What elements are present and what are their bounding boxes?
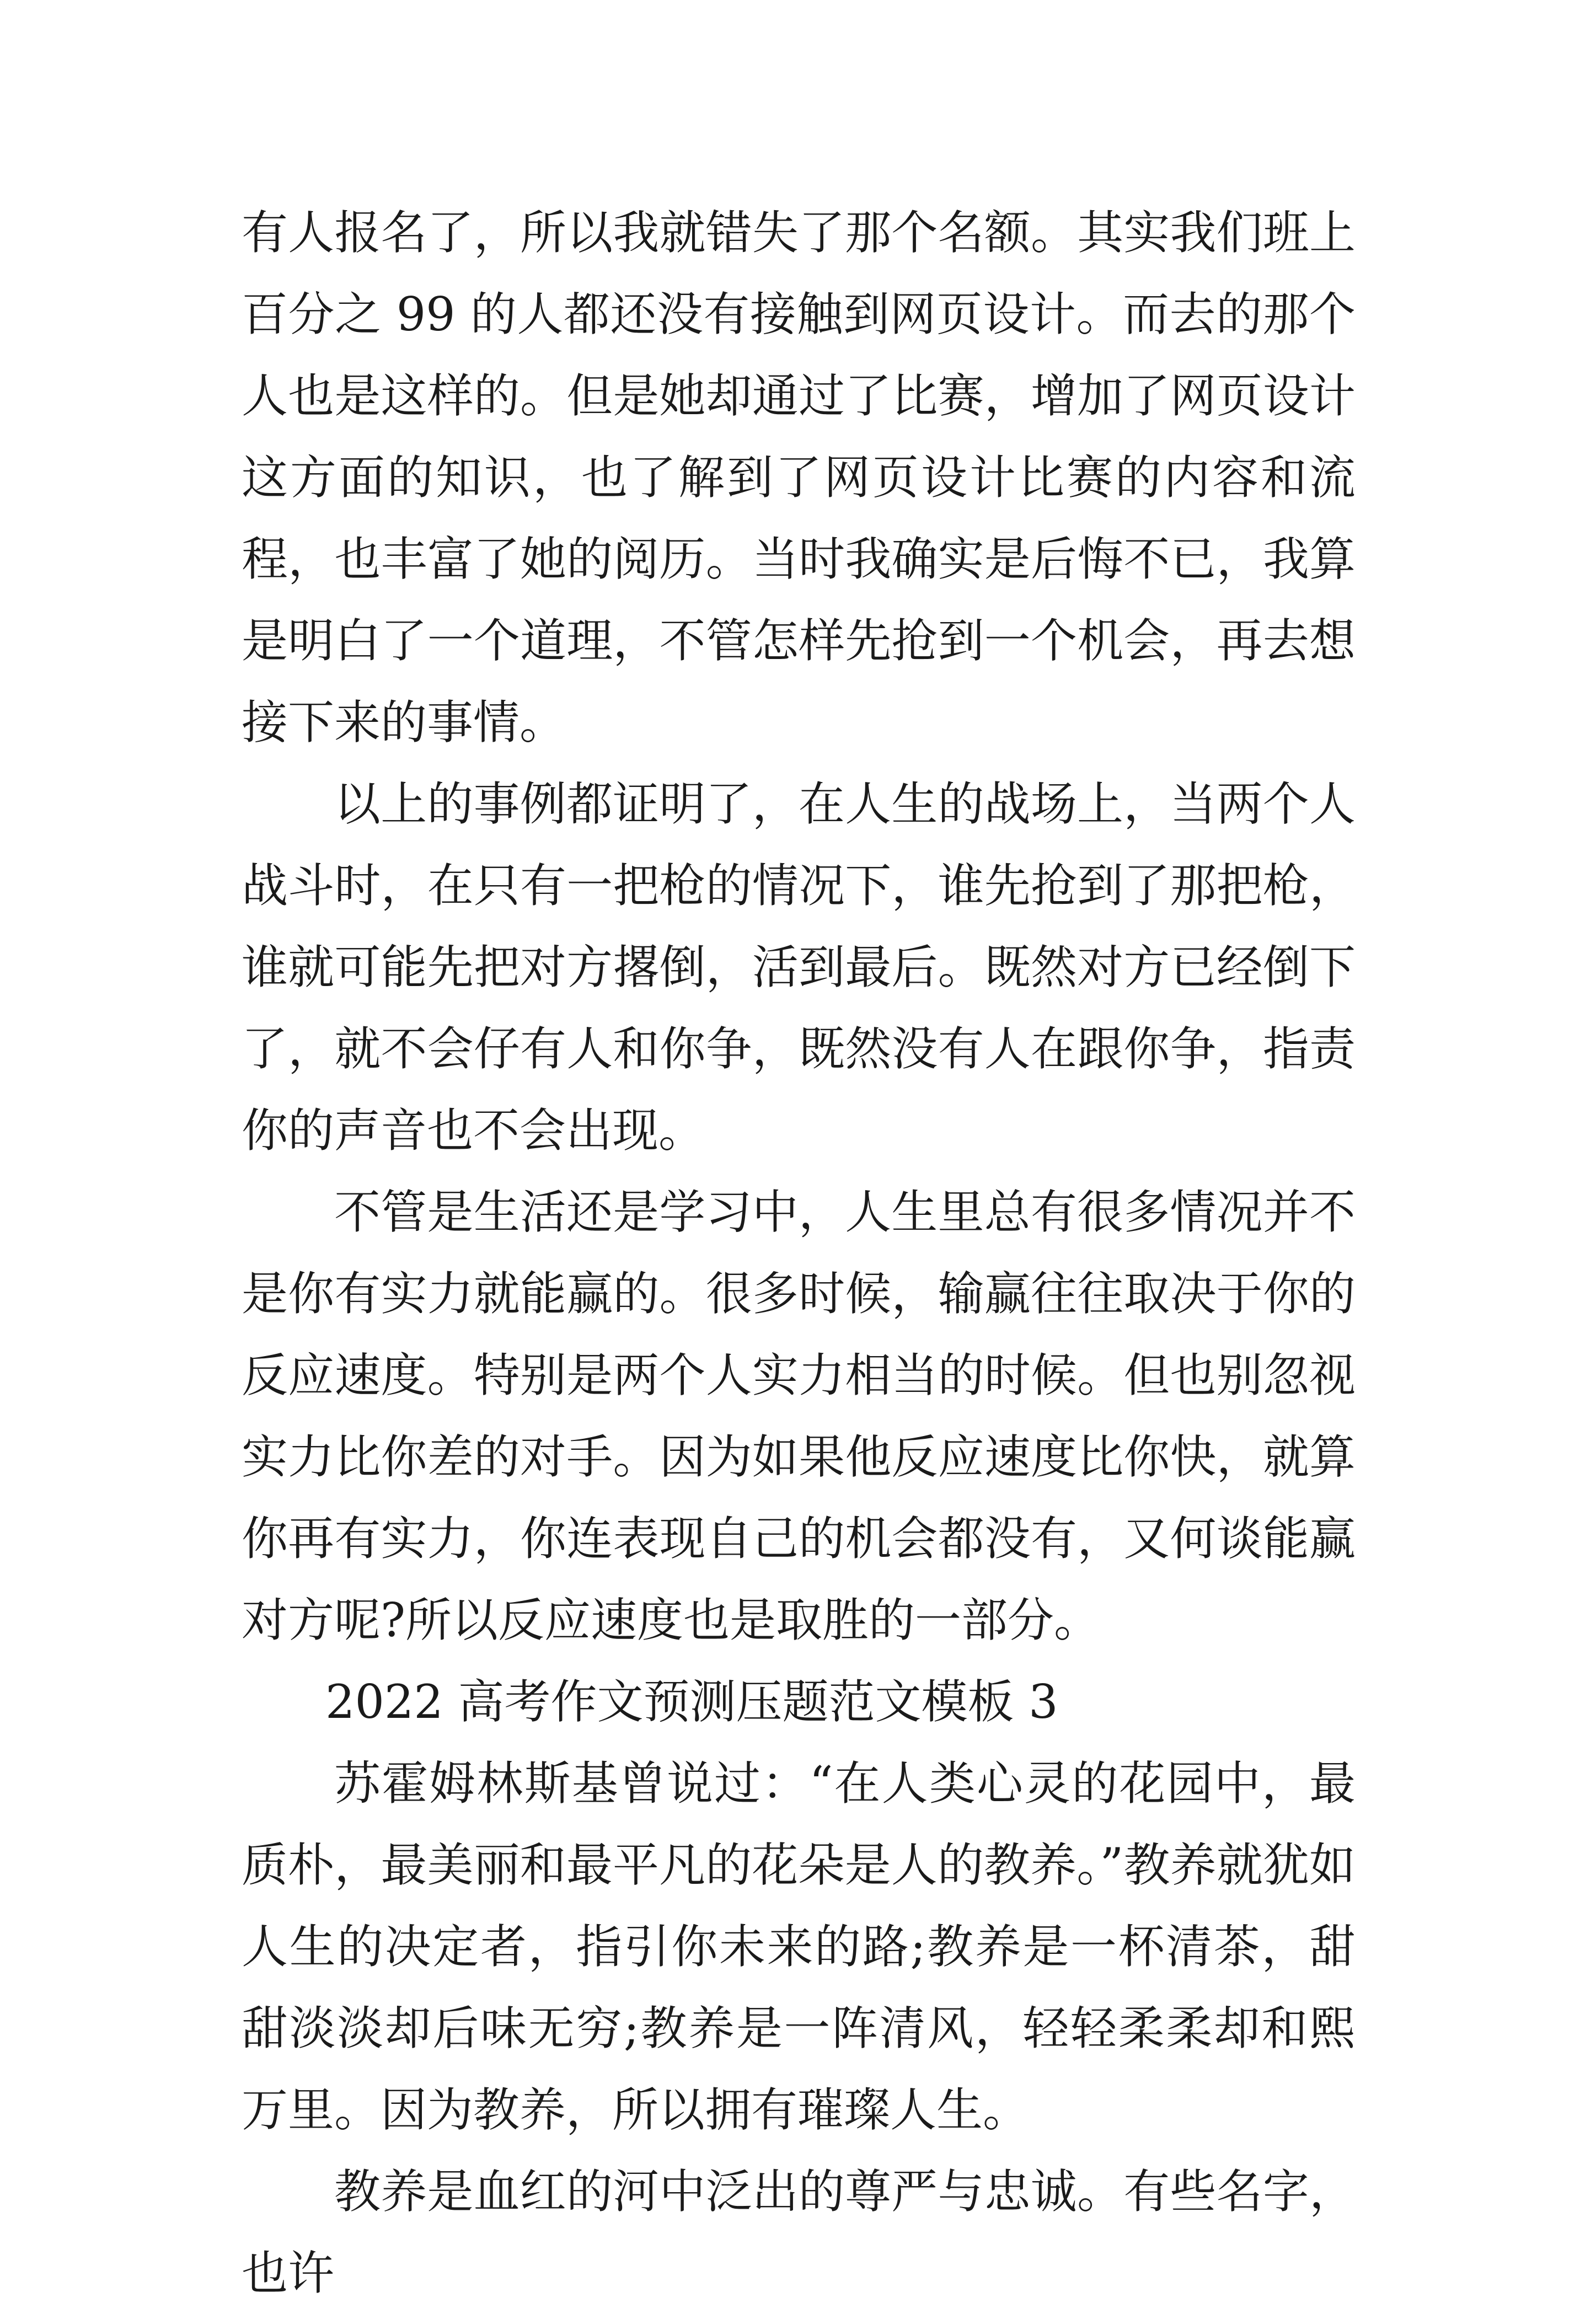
paragraph: 教养是血红的河中泛出的尊严与忠诚。有些名字，也许 [242, 2165, 1356, 2300]
section-heading: 2022 高考作文预测压题范文模板 3 [325, 1675, 1058, 1729]
paragraph: 不管是生活还是学习中，人生里总有很多情况并不是你有实力就能赢的。很多时候，输赢往往取决于你的反应速度。特别是两个人实力相当的时候。但也别忽视实力比你差的对手。因为如果他反应速度比你快，就算你再有实力，你连表现自己的机会都没有，又何谈能赢对方呢?所以反应速度也是取胜的一部分。 [242, 1185, 1356, 1647]
paragraph: 以上的事例都证明了，在人生的战场上，当两个人战斗时，在只有一把枪的情况下，谁先抢到了那把枪，谁就可能先把对方撂倒，活到最后。既然对方已经倒下了，就不会仔有人和你争，既然没有人在跟你争，指责你的声音也不会出现。 [242, 777, 1356, 1158]
paragraph: 苏霍姆林斯基曾说过：“在人类心灵的花园中，最质朴，最美丽和最平凡的花朵是人的教养。”教养就犹如人生的决定者，指引你未来的路;教养是一杯清茶，甜甜淡淡却后味无穷;教养是一阵清风，轻轻柔柔却和熙万里。因为教养，所以拥有璀璨人生。 [242, 1756, 1356, 2137]
document-body [242, 192, 1356, 2314]
paragraph-continued: 有人报名了，所以我就错失了那个名额。其实我们班上百分之 99 的人都还没有接触到网页设计。而去的那个人也是这样的。但是她却通过了比赛，增加了网页设计这方面的知识，也了解到了网页设计比赛的内容和流程，也丰富了她的阅历。当时我确实是后悔不已，我算是明白了一个道理，不管怎样先抢到一个机会，再去想接下来的事情。 [242, 206, 1356, 749]
